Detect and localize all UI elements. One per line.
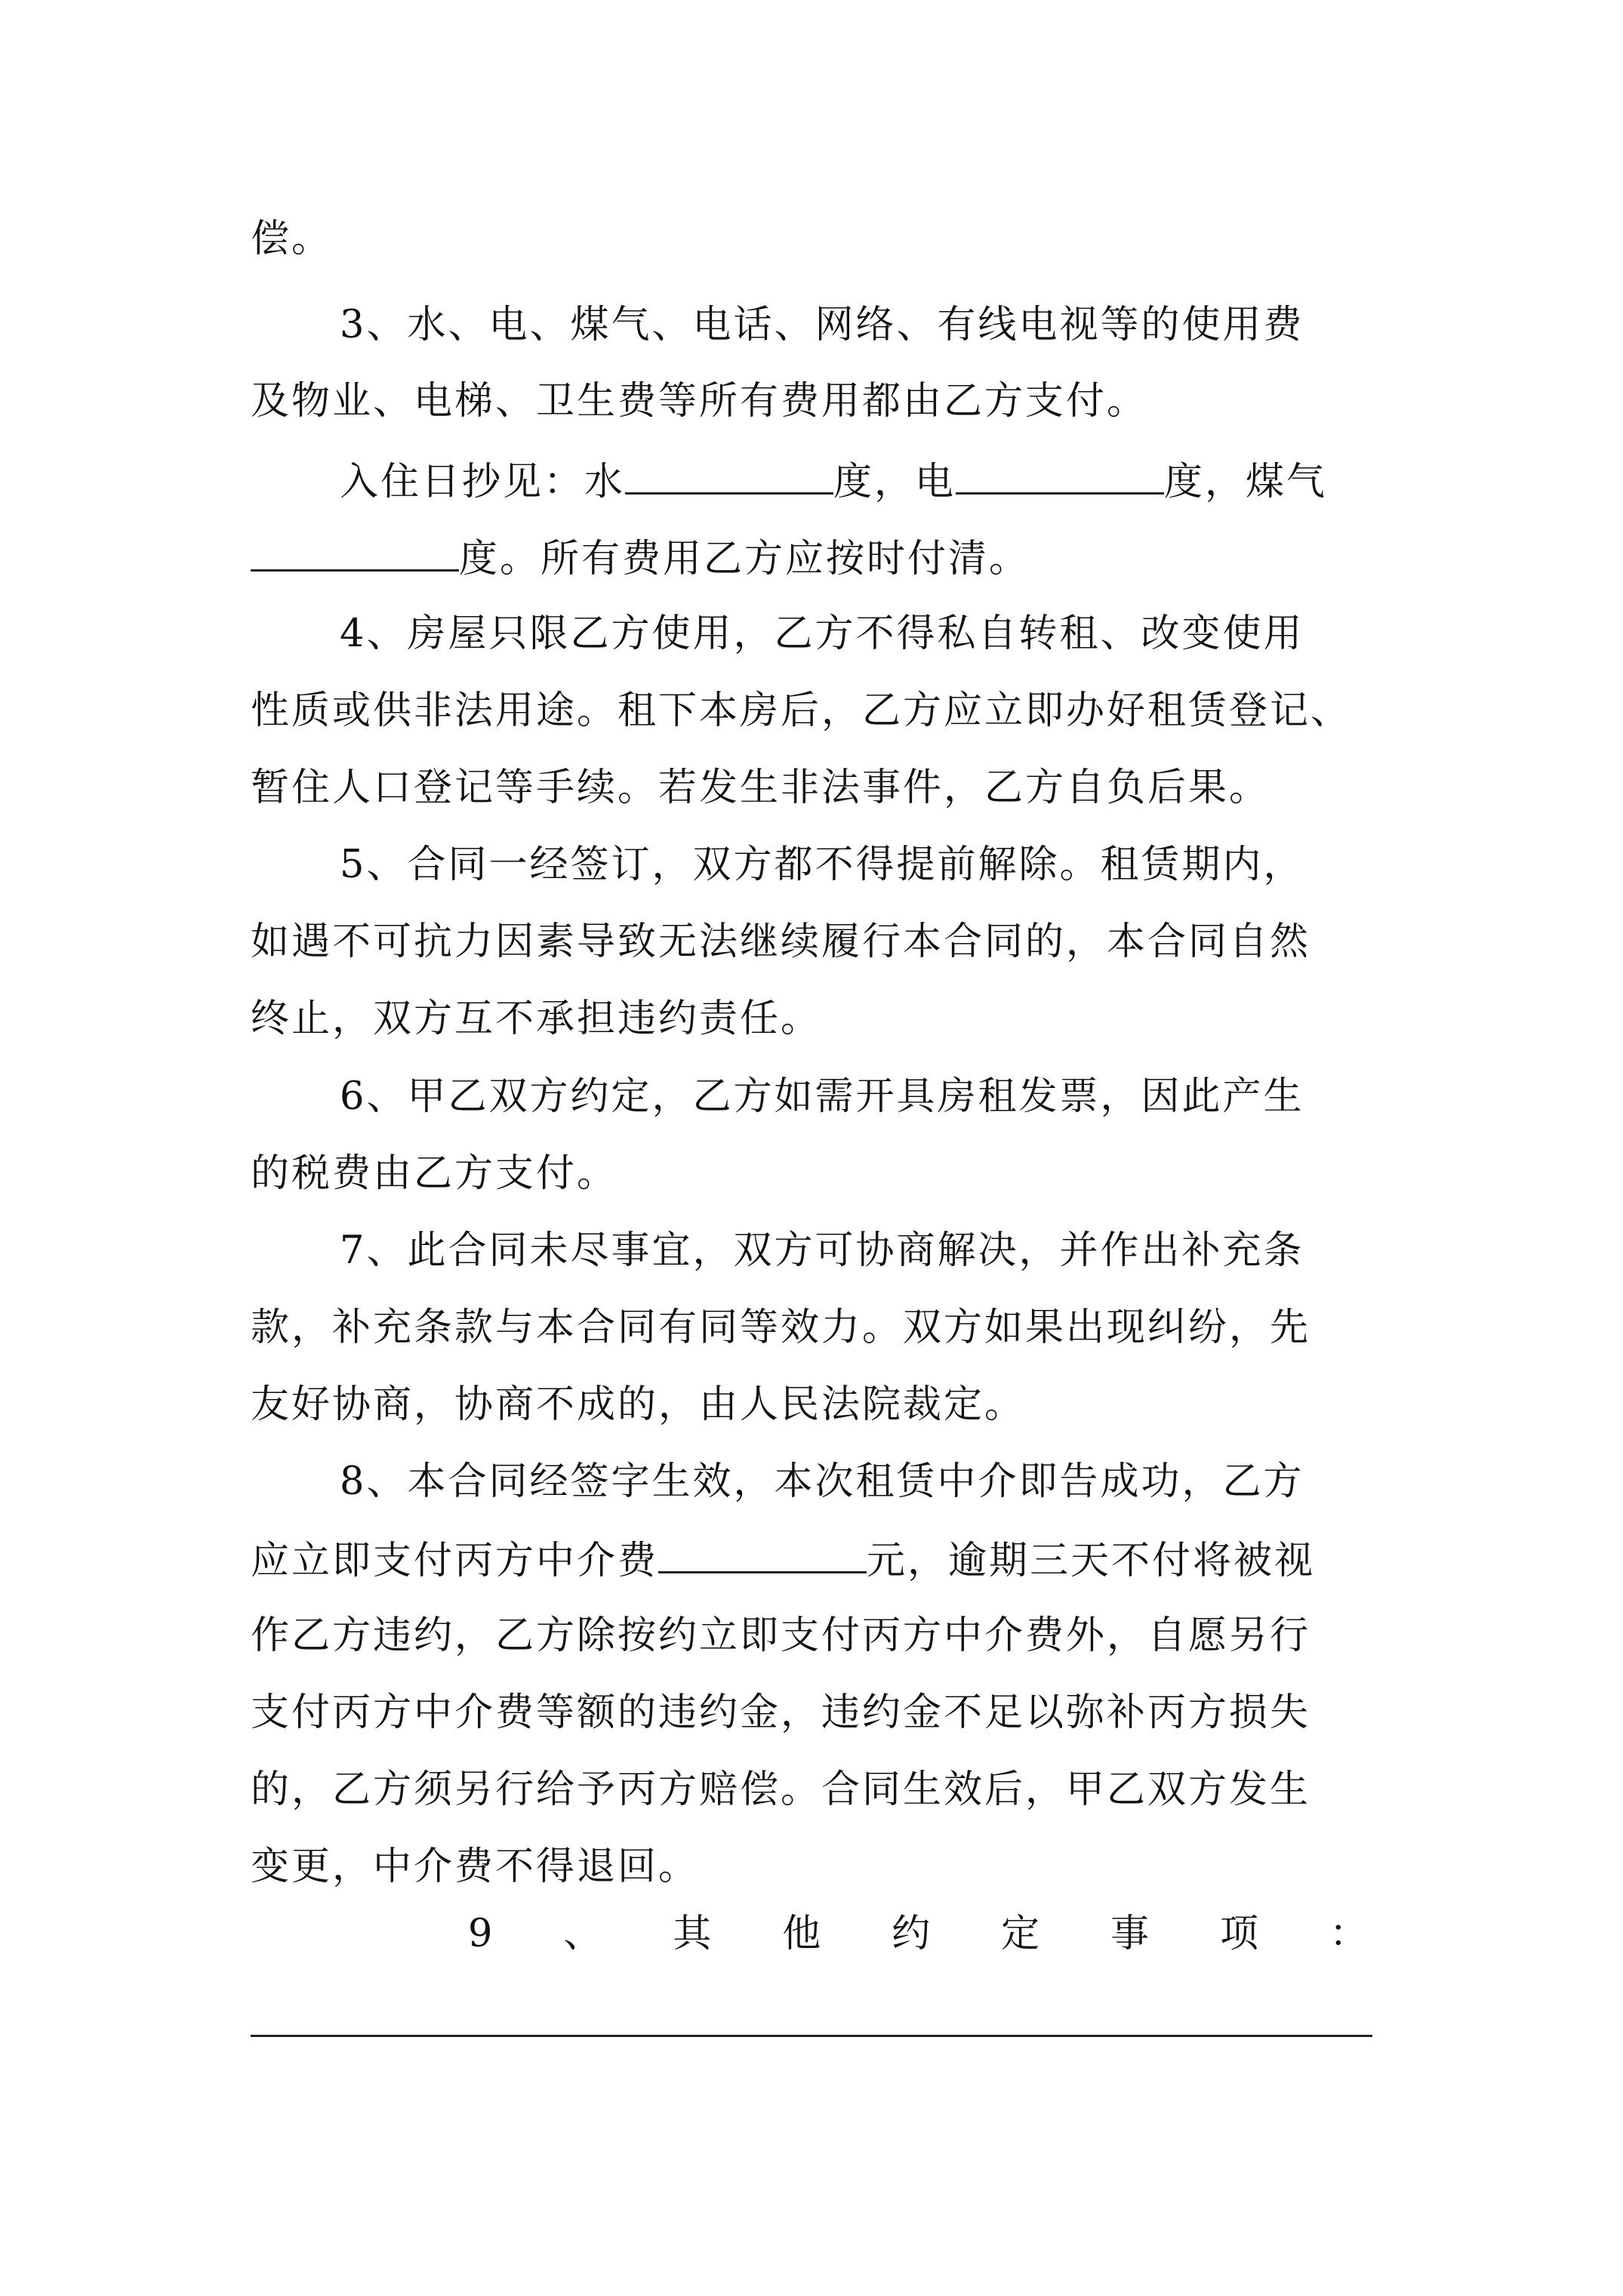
text-line: 作乙方违约，乙方除按约立即支付丙方中介费外，自愿另行 bbox=[251, 1613, 1311, 1658]
text-segment: 应立即支付丙方中介费 bbox=[251, 1539, 659, 1583]
clause-9-char: 定 bbox=[1001, 1912, 1040, 1956]
meter-reading-line-2 bbox=[251, 537, 1030, 581]
text-line: 变更，中介费不得退回。 bbox=[251, 1845, 700, 1889]
text-line: 及物业、电梯、卫生费等所有费用都由乙方支付。 bbox=[251, 379, 1148, 424]
text-line: 如遇不可抗力因素导致无法继续履行本合同的，本合同自然 bbox=[251, 920, 1311, 964]
clause-9-char: 9 bbox=[468, 1912, 493, 1956]
agency-fee-line bbox=[251, 1539, 1316, 1583]
clause-9-char: 他 bbox=[782, 1912, 821, 1956]
text-line: 暂住人口登记等手续。若发生非法事件，乙方自负后果。 bbox=[251, 766, 1270, 810]
text-line: 终止，双方互不承担违约责任。 bbox=[251, 997, 822, 1041]
clause-9-char: 、 bbox=[563, 1912, 602, 1956]
meter-label-water: 入住日抄见：水 bbox=[340, 460, 626, 504]
text-line: 支付丙方中介费等额的违约金，违约金不足以弥补丙方损失 bbox=[251, 1690, 1311, 1735]
gas-reading-blank bbox=[251, 538, 459, 572]
clause-6-line: 6、甲乙双方约定，乙方如需开具房租发票，因此产生 bbox=[340, 1074, 1304, 1119]
text-line: 款，补充条款与本合同有同等效力。双方如果出现纠纷，先 bbox=[251, 1305, 1311, 1350]
text-line: 偿。 bbox=[251, 217, 333, 261]
clause-9-char: 约 bbox=[892, 1912, 931, 1956]
clause-8-line: 8、本合同经签字生效，本次租赁中介即告成功，乙方 bbox=[340, 1459, 1304, 1504]
clause-4-line: 4、房屋只限乙方使用，乙方不得私自转租、改变使用 bbox=[340, 612, 1304, 656]
meter-label-gas: 度，煤气 bbox=[1164, 460, 1328, 504]
electric-reading-blank bbox=[956, 461, 1164, 495]
agency-fee-blank bbox=[658, 1539, 867, 1573]
meter-label-electric: 度，电 bbox=[833, 460, 956, 504]
clause-9-char: 项 bbox=[1220, 1912, 1259, 1956]
text-line: 性质或供非法用途。租下本房后，乙方应立即办好租赁登记、 bbox=[251, 689, 1352, 733]
clause-7-line: 7、此合同未尽事宜，双方可协商解决，并作出补充条 bbox=[340, 1228, 1304, 1273]
clause-5-line: 5、合同一经签订，双方都不得提前解除。租赁期内， bbox=[340, 843, 1304, 887]
clause-9-char: 其 bbox=[673, 1912, 712, 1956]
text-line: 的税费由乙方支付。 bbox=[251, 1151, 618, 1196]
text-line: 友好协商，协商不成的，由人民法院裁定。 bbox=[251, 1382, 1026, 1427]
clause-3-line: 3、水、电、煤气、电话、网络、有线电视等的使用费 bbox=[340, 303, 1304, 347]
water-reading-blank bbox=[625, 461, 833, 495]
clause-9-char: ： bbox=[1329, 1912, 1368, 1956]
other-terms-blank-line bbox=[251, 2035, 1372, 2037]
text-segment: 元，逾期三天不付将被视 bbox=[867, 1539, 1316, 1583]
text-line: 的，乙方须另行给予丙方赔偿。合同生效后，甲乙双方发生 bbox=[251, 1767, 1311, 1812]
clause-9-heading bbox=[468, 1912, 1368, 1956]
clause-9-char: 事 bbox=[1110, 1912, 1150, 1956]
meter-reading-line bbox=[340, 460, 1328, 504]
text-segment: 度。所有费用乙方应按时付清。 bbox=[459, 537, 1030, 581]
